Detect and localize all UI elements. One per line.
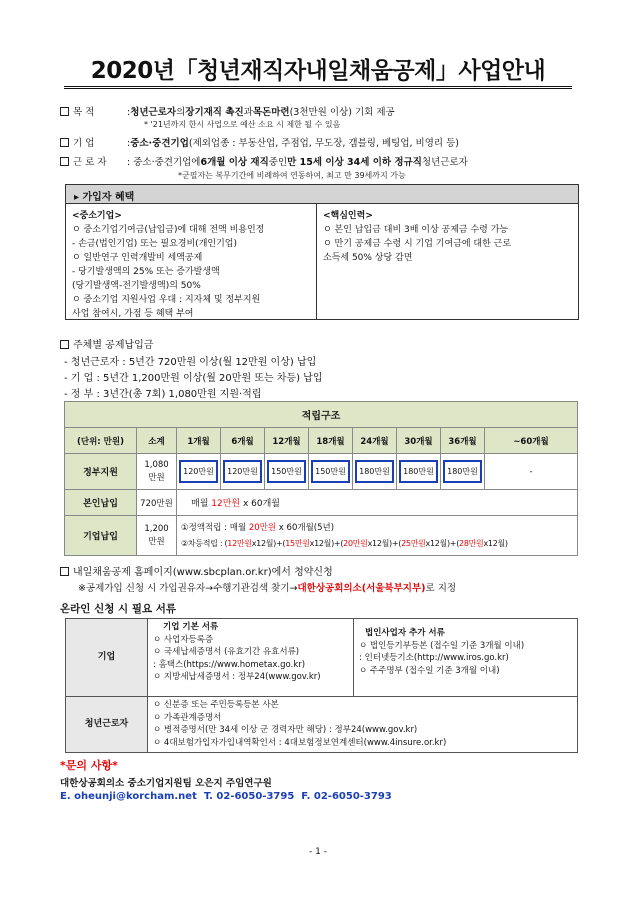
benefit-line: - 손금(법인기업) 또는 필요경비(개인기업) xyxy=(72,239,237,249)
contrib-line: - 청년근로자 : 5년간 720만원 이상(월 12만원 이상) 납입 xyxy=(64,357,317,368)
checkbox-icon xyxy=(60,567,69,576)
gov-support-cell: 120만원 xyxy=(223,460,262,483)
benefits-core-column xyxy=(317,204,578,319)
purpose-label: 목 적 xyxy=(73,107,95,118)
docs-worker xyxy=(148,697,578,753)
doc-line: ㅇ 지방세납세증명서 : 정부24(www.gov.kr) xyxy=(153,672,321,682)
table-caption: 적립구조 xyxy=(65,402,578,428)
benefits-sme-column xyxy=(66,204,317,319)
table-header: (단위: 만원) xyxy=(65,428,137,454)
gov-support-cell: 180만원 xyxy=(355,460,394,483)
doc-line: : 홈택스(https://www.hometax.go.kr) xyxy=(153,659,306,670)
self-payment-detail: 매월 12만원 x 60개월 xyxy=(177,490,578,516)
table-header: 6개월 xyxy=(221,428,265,454)
checkbox-icon xyxy=(60,340,69,349)
doc-line: ㅇ 주주명부 (접수일 기준 3개월 이내) xyxy=(359,665,500,676)
row-subtotal: 1,080 만원 xyxy=(137,454,177,490)
docs-corp-extra: 법인사업자 추가 서류 ㅇ 법인등기부등본 (접수일 기준 3개월 이내) : 인터넷등기소(http://www.iros.go.kr) ㅇ 주주명부 (접수일 기준 3개월 이내) xyxy=(354,619,578,697)
contact-org: 대한상공회의소 중소기업지원팀 오은지 주임연구원 xyxy=(60,778,272,789)
benefit-line: ㅇ 일반연구 인력개발비 세액공제 xyxy=(72,253,203,263)
doc-line: ㅇ 사업자등록증 xyxy=(153,634,214,645)
required-documents-table xyxy=(65,618,578,753)
row-subtotal: 720만원 xyxy=(137,490,177,516)
gov-support-cell: 120만원 xyxy=(179,460,218,483)
apply-note: ※공제가입 신청 시 가입권유자→수행기관검색 찾기→ 대한상공회의소(서울북부지부) 로 지정 xyxy=(78,583,457,594)
company-label: 기 업 xyxy=(73,138,95,149)
contrib-line: - 기 업 : 5년간 1,200만원 이상(월 20만원 또는 차등) 납입 xyxy=(64,373,323,384)
page-number: - 1 - xyxy=(309,847,327,857)
table-header: 1개월 xyxy=(177,428,221,454)
gov-support-cell: 150만원 xyxy=(311,460,350,483)
gov-support-cell: 150만원 xyxy=(267,460,306,483)
contrib-line: - 정 부 : 3년간(총 7회) 1,080만원 지원·적립 xyxy=(64,389,262,400)
savings-structure-table xyxy=(64,401,578,556)
docs-corp-label: 기업 xyxy=(66,619,148,697)
doc-line: : 인터넷등기소(http://www.iros.go.kr) xyxy=(359,653,509,663)
benefits-sme-title: <중소기업> xyxy=(72,211,122,221)
table-header: 12개월 xyxy=(265,428,309,454)
contrib-heading: 주체별 공제납입금 xyxy=(60,336,153,351)
benefits-core-title: <핵심인력> xyxy=(323,211,373,221)
contact-heading: *문의 사항* xyxy=(60,759,118,772)
contact-line: E. oheunji@korcham.net T. 02-6050-3795 F. 02-6050-3793 xyxy=(60,791,392,802)
benefit-line: ㅇ 본인 납입금 대비 3배 이상 공제금 수령 가능 xyxy=(323,225,509,235)
table-header: 18개월 xyxy=(309,428,353,454)
table-header: ~60개월 xyxy=(485,428,578,454)
row-subtotal: 1,200 만원 xyxy=(137,516,177,556)
doc-line: ㅇ 국세납세증명서 (유효기간 유효서류) xyxy=(153,647,300,657)
table-row xyxy=(65,516,578,556)
purpose-row: 목 적 : 청년근로자 의 장기재직 촉진 과 목돈마련 (3천만원 이상) 기회 제공 xyxy=(60,104,395,118)
checkbox-icon xyxy=(60,157,69,166)
gov-support-cell: 180만원 xyxy=(443,460,482,483)
row-label: 정부지원 xyxy=(65,454,137,490)
title-underline xyxy=(64,86,572,89)
benefit-line: - 당기발생액의 25% 또는 증가발생액 xyxy=(72,267,220,277)
benefits-box xyxy=(65,184,579,320)
doc-line: ㅇ 4대보험가입자가입내역확인서 : 4대보험정보연계센터(www.4insure.or.kr) xyxy=(153,737,447,748)
table-header: 30개월 xyxy=(397,428,441,454)
page-title: 2020년「청년재직자내일채움공제」사업안내 xyxy=(90,58,546,84)
benefits-header: ▸ 가입자 혜택 xyxy=(66,185,578,204)
table-header: 24개월 xyxy=(353,428,397,454)
doc-line: ㅇ 가족관계증명서 xyxy=(153,712,222,723)
benefit-line: ㅇ 만기 공제금 수령 시 기업 기여금에 대한 근로 xyxy=(323,239,512,249)
checkbox-icon xyxy=(60,107,69,116)
table-header: 36개월 xyxy=(441,428,485,454)
checkbox-icon xyxy=(60,138,69,147)
benefit-line: ㅇ 중소기업기여금(납입금)에 대해 전액 비용인정 xyxy=(72,225,265,235)
doc-line: ㅇ 법인등기부등본 (접수일 기준 3개월 이내) xyxy=(359,640,525,651)
apply-row: 내일채움공제 홈페이지(www.sbcplan.or.kr)에서 청약신청 xyxy=(60,563,333,578)
worker-row: 근 로 자 : 중소·중견기업에 6개월 이상 재직 중인 만 15세 이상 34세 이하 정규직 청년근로자 xyxy=(60,154,468,168)
docs-worker-label: 청년근로자 xyxy=(66,697,148,753)
row-label: 본인납입 xyxy=(65,490,137,516)
row-label: 기업납입 xyxy=(65,516,137,556)
doc-line: ㅇ 신분증 또는 주민등록등본 사본 xyxy=(153,700,279,710)
table-row xyxy=(65,454,578,490)
docs-corp-basic: 기업 기본 서류 ㅇ 사업자등록증 ㅇ 국세납세증명서 (유효기간 유효서류) : 홈택스(https://www.hometax.go.kr) ㅇ 지방세납세증명서 : 정부24(www.gov.kr) xyxy=(148,619,354,697)
table-row xyxy=(65,490,578,516)
gov-support-cell: 180만원 xyxy=(399,460,438,483)
benefit-line: ㅇ 중소기업 지원사업 우대 : 지자체 및 정부지원 xyxy=(72,295,261,305)
company-row: 기 업 : 중소·중견기업 (제외업종 : 부동산업, 주점업, 무도장, 갬블링, 베팅업, 비영리 등) xyxy=(60,135,459,149)
purpose-note: * '21년까지 한시 사업으로 예산 소요 시 제한 될 수 있음 xyxy=(144,120,341,129)
worker-label: 근 로 자 xyxy=(73,157,107,168)
benefit-line: 소득세 50% 상당 감면 xyxy=(323,253,413,263)
table-header: 소계 xyxy=(137,428,177,454)
benefit-line: (당기발생액-전기발생액)의 50% xyxy=(72,281,201,291)
doc-line: ㅇ 병적증명서(만 34세 이상 군 경력자만 해당) : 정부24(www.gov.kr) xyxy=(153,725,418,735)
worker-note: *군필자는 복무기간에 비례하여 연동하여, 최고 만 39세까지 가능 xyxy=(178,171,406,180)
benefit-line: 사업 참여시, 가점 등 혜택 부여 xyxy=(72,309,194,319)
docs-heading: 온라인 신청 시 필요 서류 xyxy=(60,603,177,615)
corp-payment-detail: ①정액적립 : 매월 20만원 x 60개월(5년) ②차등적립 : (12만원x12월)+(15만원x12월)+(20만원x12월)+(25만원x12월)+(28만원x12월) xyxy=(177,516,578,556)
gov-support-cell: - xyxy=(485,454,578,490)
